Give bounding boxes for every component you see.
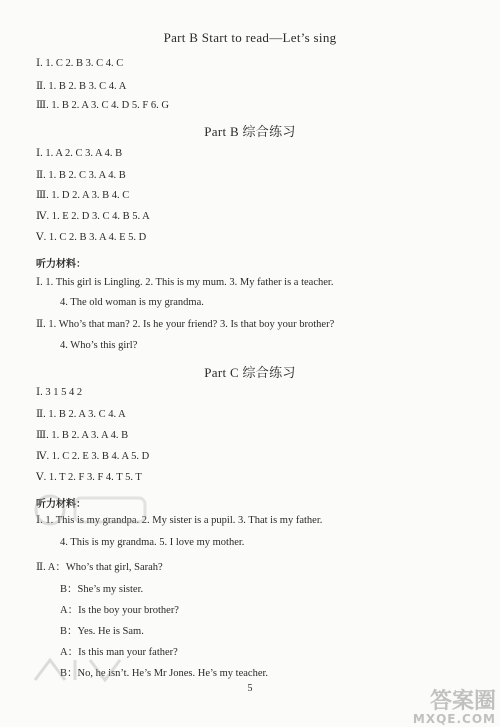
listening-line: A：Is the boy your brother? (60, 605, 179, 616)
listening-line: 4. The old woman is my grandma. (60, 297, 204, 308)
listening-line: B：No, he isn’t. He’s Mr Jones. He’s my teacher. (60, 668, 269, 679)
watermark-brand (413, 691, 496, 725)
answer-line: Ⅴ. 1. C 2. B 3. A 4. E 5. D (36, 232, 147, 243)
answer-line: Ⅰ. 1. C 2. B 3. C 4. C (36, 58, 124, 69)
listening-line: 4. Who’s this girl? (60, 340, 138, 351)
answer-line: Ⅲ. 1. B 2. A 3. A 4. B (36, 430, 129, 441)
answer-line: Ⅱ. 1. B 2. C 3. A 4. B (36, 170, 126, 181)
page-number: 5 (247, 683, 253, 694)
watermark-brand-text: 答案圈 (429, 689, 496, 714)
listening-line: B：She’s my sister. (60, 584, 144, 595)
listening-line: Ⅱ. A：Who’s that girl, Sarah? (36, 562, 163, 573)
listening-line: Ⅰ. 1. This girl is Lingling. 2. This is my mum. 3. My father is a teacher. (36, 277, 334, 288)
listening-line: B：Yes. He is Sam. (60, 626, 144, 637)
answer-line: Ⅳ. 1. E 2. D 3. C 4. B 5. A (36, 211, 150, 222)
answer-line: Ⅰ. 1. A 2. C 3. A 4. B (36, 148, 123, 159)
answer-line: Ⅲ. 1. B 2. A 3. C 4. D 5. F 6. G (36, 100, 169, 111)
section-heading-part-b-start-to-read: Part B Start to read—Let’s sing (163, 30, 337, 45)
watermark-url: MXQE.COM (412, 712, 496, 726)
answer-line: Ⅲ. 1. D 2. A 3. B 4. C (36, 190, 130, 201)
answer-line: Ⅱ. 1. B 2. A 3. C 4. A (36, 409, 126, 420)
listening-title: 听力材料： (36, 259, 86, 270)
listening-line: Ⅱ. 1. Who’s that man? 2. Is he your friend? 3. Is that boy your brother? (36, 319, 335, 330)
section-heading-part-c-exercise: Part C 综合练习 (204, 365, 296, 380)
answer-line: Ⅰ. 3 1 5 4 2 (36, 387, 83, 398)
listening-title: 听力材料： (36, 499, 86, 510)
listening-line: 4. This is my grandma. 5. I love my mother. (60, 537, 245, 548)
answer-line: Ⅳ. 1. C 2. E 3. B 4. A 5. D (36, 451, 150, 462)
section-heading-part-b-exercise: Part B 综合练习 (204, 124, 296, 139)
listening-line: Ⅰ. 1. This is my grandpa. 2. My sister is a pupil. 3. That is my father. (36, 515, 323, 526)
answer-line: Ⅴ. 1. T 2. F 3. F 4. T 5. T (36, 472, 142, 483)
listening-line: A：Is this man your father? (60, 647, 178, 658)
answer-line: Ⅱ. 1. B 2. B 3. C 4. A (36, 81, 127, 92)
